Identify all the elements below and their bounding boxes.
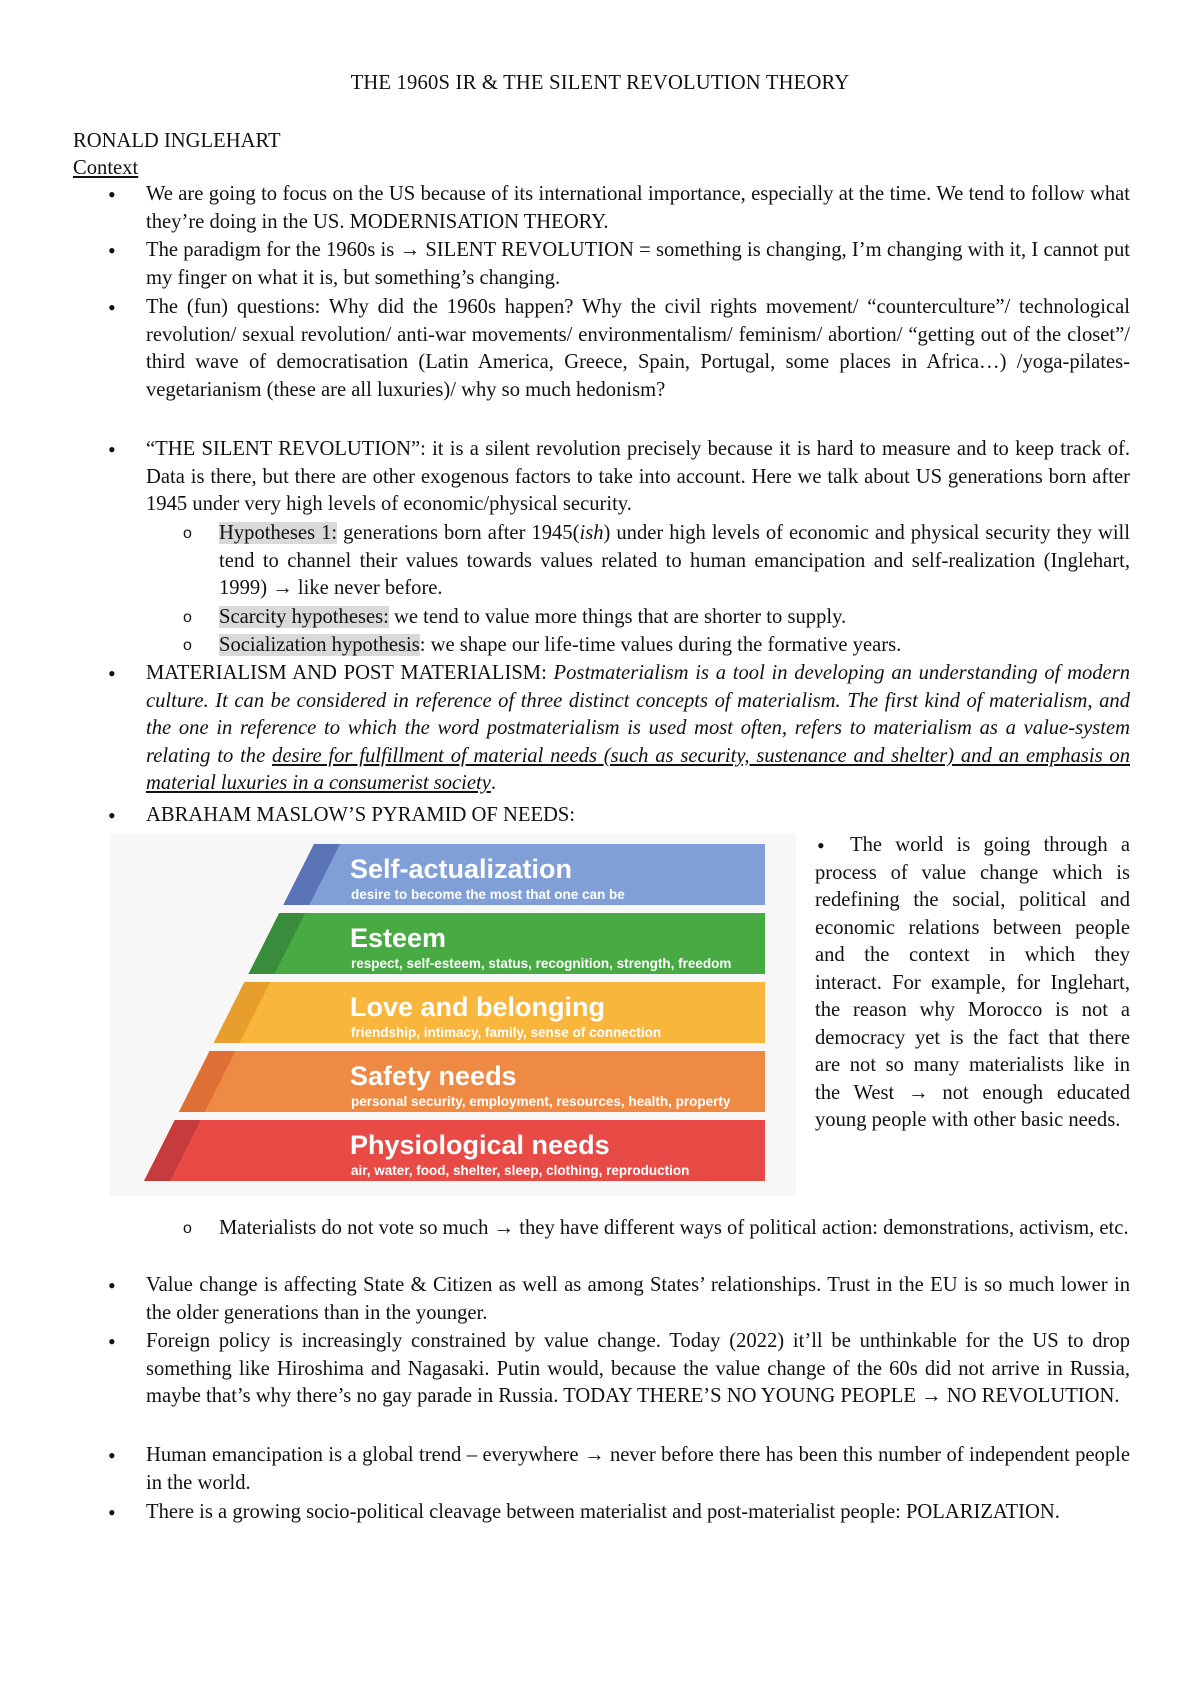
- scarcity-text: we tend to value more things that are shorter to supply.: [394, 606, 847, 628]
- subbullet-materialists: o Materialists do not vote so much → they have different ways of political action: demonstrations, activism, etc.: [219, 1215, 1130, 1243]
- pyramid-level-3: [214, 982, 765, 1043]
- pyramid-level-description: respect, self-esteem, status, recognition, strength, freedom: [351, 956, 732, 971]
- pyramid-level-title: Physiological needs: [350, 1130, 610, 1160]
- bullet-questions: • The (fun) questions: Why did the 1960s happen? Why the civil rights movement/ “counterculture”/ technological revolution/ sexual revolution/ anti-war movements/ environmentalism/ feminism/ abortion/ “getting out of the closet”/ third wave of democratisation (Latin America, Greece, Spain, Portugal, some places in Africa…) /yoga-pilates-vegetarianism (these are all luxuries)/ why so much hedonism?: [146, 294, 1130, 404]
- side-note-value-change: [815, 832, 1130, 1135]
- bullet-silent-revolution: • “THE SILENT REVOLUTION”: it is a silent revolution precisely because it is hard to measure and to keep track of. Data is there, but there are other exogenous factors to take into account. Here we talk about US generations born after 1945 under very high levels of economic/physical security.: [146, 436, 1130, 519]
- author-heading: RONALD INGLEHART: [73, 130, 281, 152]
- pyramid-level-description: personal security, employment, resources, health, property: [351, 1094, 731, 1109]
- bullet-foreign-policy: • Foreign policy is increasingly constrained by value change. Today (2022) it’ll be unthinkable for the US to drop something like Hiroshima and Nagasaki. Putin would, because the value change of the 60s did not arrive in Russia, maybe that’s why there’s no gay parade in Russia. TODAY THERE’S NO YOUNG PEOPLE → NO REVOLUTION.: [146, 1328, 1130, 1411]
- bullet-value-change: • Value change is affecting State & Citizen as well as among States’ relationships. Trust in the EU is so much lower in the older generations than in the younger.: [146, 1272, 1130, 1327]
- subbullet-scarcity: [219, 604, 1130, 632]
- pyramid-level-2: [248, 913, 765, 974]
- bullet-human-emancipation: • Human emancipation is a global trend – everywhere → never before there has been this number of independent people in the world.: [146, 1442, 1130, 1497]
- hypothesis-1-text-a: generations born after 1945(: [343, 522, 580, 544]
- socialization-text: : we shape our life-time values during the formative years.: [419, 634, 902, 656]
- pyramid-level-description: desire to become the most that one can be: [351, 887, 625, 902]
- hypothesis-1-ish: ish: [579, 522, 604, 544]
- side-note-text: The world is going through a process of value change which is redefining the social, political and economic relations between people and the context in which they interact. For example, for Inglehart, the reason why Morocco is not a democracy yet is the fact that there are not so many materialists like in the West → not enough educated young people with other basic needs.: [815, 834, 1130, 1131]
- bullet-modernisation: • We are going to focus on the US because of its international importance, especially at the time. We tend to follow what they’re doing in the US. MODERNISATION THEORY.: [146, 181, 1130, 236]
- pyramid-level-5: [144, 1120, 765, 1181]
- pyramid-level-1: [283, 844, 765, 905]
- materialism-label: MATERIALISM AND POST MATERIALISM:: [146, 662, 547, 684]
- bullet-paradigm: • The paradigm for the 1960s is → SILENT REVOLUTION = something is changing, I’m changing with it, I cannot put my finger on what it is, but something’s changing.: [146, 237, 1130, 292]
- pyramid-level-title: Self-actualization: [350, 854, 573, 884]
- socialization-label: Socialization hypothesis: [219, 634, 420, 656]
- hypothesis-1-text-b: ) under high levels of economic and physical security they will tend to channel their values towards values related to human emancipation and self-realization (Inglehart, 1999) → like never before.: [219, 522, 1130, 599]
- pyramid-level-title: Love and belonging: [350, 992, 605, 1022]
- bullet-materialism: [146, 660, 1130, 798]
- maslow-pyramid-image: [110, 834, 796, 1196]
- materialism-underlined-text: desire for fulfillment of material needs (such as security, sustenance and shelter) and an emphasis on material luxuries in a consumerist society: [146, 744, 1131, 794]
- hypothesis-1-label: Hypotheses 1:: [219, 522, 338, 544]
- pyramid-level-description: friendship, intimacy, family, sense of connection: [351, 1025, 662, 1040]
- pyramid-level-4: [179, 1051, 765, 1112]
- bullet-polarization: • There is a growing socio-political cleavage between materialist and post-materialist people: POLARIZATION.: [146, 1499, 1130, 1527]
- page-title: THE 1960S IR & THE SILENT REVOLUTION THEORY: [350, 72, 850, 94]
- subbullet-hypothesis-1: [219, 520, 1130, 603]
- scarcity-label: Scarcity hypotheses:: [219, 606, 389, 628]
- maslow-pyramid: [110, 834, 796, 1196]
- bullet-maslow: • ABRAHAM MASLOW’S PYRAMID OF NEEDS:: [146, 802, 1130, 830]
- materialism-italic-text: Postmaterialism is a tool in developing an understanding of modern culture. It can be considered in reference of three distinct concepts of materialism. The first kind of materialism, and the one in reference to which the word postmaterialism is used most often, refers to materialism as a value-system relating to the: [146, 662, 1131, 767]
- subbullet-socialization: [219, 632, 1130, 660]
- section-heading-context: Context: [73, 157, 139, 179]
- materialism-end: .: [490, 772, 497, 794]
- pyramid-level-title: Safety needs: [350, 1061, 517, 1091]
- pyramid-level-title: Esteem: [350, 923, 447, 953]
- pyramid-level-description: air, water, food, shelter, sleep, clothing, reproduction: [351, 1163, 690, 1178]
